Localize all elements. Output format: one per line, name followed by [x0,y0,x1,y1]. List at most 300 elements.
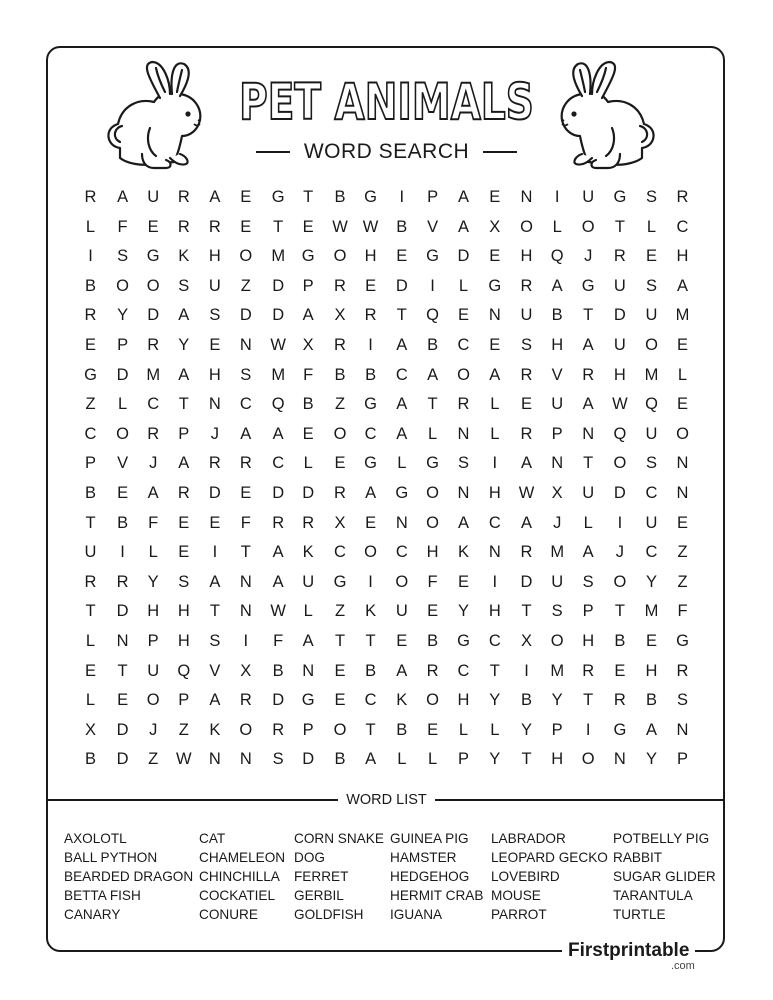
grid-letter: R [177,188,190,206]
grid-letter: T [396,306,407,325]
grid-letter: R [239,691,252,710]
grid-letter: I [399,188,405,206]
grid-letter: N [302,661,315,680]
word-list-column [199,829,285,924]
grid-letter: P [676,750,688,769]
grid-letter: W [332,217,348,236]
grid-letter: D [239,306,252,325]
grid-letter: G [333,572,347,591]
grid-letter: A [457,217,469,236]
grid-letter: J [210,424,220,443]
grid-letter: O [333,720,347,739]
grid-letter: A [582,336,594,354]
grid-letter: X [334,513,346,532]
grid-letter: R [613,247,626,266]
word-list-item: AXOLOTL [64,831,127,846]
grid-letter: L [397,454,407,473]
grid-letter: N [582,424,595,443]
grid-letter: C [147,395,160,414]
grid-letter: S [582,572,594,591]
grid-letter: G [488,276,502,295]
grid-letter: O [581,750,595,769]
grid-letter: R [208,217,221,236]
grid-letter: P [582,602,594,621]
grid-letter: R [302,513,315,532]
grid-letter: E [457,572,469,591]
subtitle-row [0,140,773,164]
grid-letter: D [208,484,221,502]
grid-letter: P [178,424,190,443]
grid-letter: H [177,602,190,621]
grid-letter: G [301,691,315,710]
grid-letter: F [677,602,688,621]
grid-letter: H [457,691,470,710]
grid-letter: P [147,632,159,650]
grid-letter: D [520,572,533,591]
grid-letter: Y [457,602,469,621]
grid-letter: O [457,365,470,384]
grid-letter: R [334,276,346,295]
grid-letter: P [551,720,563,739]
grid-letter: X [302,336,314,354]
grid-letter: N [239,572,252,591]
grid-letter: N [551,454,564,473]
grid-letter: B [272,661,284,680]
grid-letter: D [272,484,285,502]
grid-letter: Y [178,336,190,354]
grid-letter: P [551,424,563,443]
grid-letter: E [396,632,408,650]
grid-letter: E [240,188,252,206]
grid-letter: E [209,513,221,532]
grid-letter: D [457,247,470,266]
word-list-item: LOVEBIRD [491,869,560,884]
grid-letter: L [490,720,500,739]
word-list-item: IGUANA [390,907,443,922]
grid-letter: U [645,306,658,325]
word-list-item: CHAMELEON [199,850,286,865]
grid-letter: A [209,691,221,710]
grid-letter: E [302,424,314,443]
grid-letter: E [520,395,532,414]
grid-letter: R [676,661,689,680]
grid-letter: Z [148,750,159,769]
word-list-item: CANARY [64,907,121,922]
grid-letter: T [365,632,376,650]
grid-letter: Y [147,572,159,591]
grid-letter: E [334,661,346,680]
grid-letter: L [552,217,562,236]
grid-letter: U [582,188,595,206]
grid-letter: N [208,750,221,769]
grid-letter: T [117,661,128,680]
grid-letter: O [676,424,689,443]
grid-letter: U [613,336,626,354]
grid-letter: F [148,513,159,532]
grid-letter: T [365,720,376,739]
grid-letter: E [489,247,501,266]
grid-letter: Y [117,306,129,325]
grid-letter: L [583,513,593,532]
grid-letter: T [427,395,438,414]
grid-letter: I [492,572,498,591]
grid-letter: A [147,484,159,502]
grid-letter: R [613,691,626,710]
grid-letter: J [584,247,593,266]
grid-letter: S [272,750,284,769]
grid-letter: E [396,247,408,266]
word-list-item: HAMSTER [390,850,457,865]
grid-letter: U [395,602,408,621]
grid-letter: L [148,543,158,562]
grid-letter: Q [271,395,285,414]
grid-letter: L [428,750,438,769]
grid-letter: U [613,276,626,295]
grid-letter: B [84,750,96,769]
grid-letter: X [551,484,563,502]
grid-letter: I [212,543,218,562]
grid-letter: L [85,632,96,650]
word-list-item: TURTLE [613,907,666,922]
grid-letter: X [520,632,532,650]
grid-letter: B [427,632,439,650]
grid-letter: L [428,424,438,443]
grid-letter: U [302,572,315,591]
grid-letter: T [85,513,96,532]
grid-letter: T [614,602,625,621]
grid-letter: U [520,306,533,325]
grid-letter: A [551,276,563,295]
grid-letter: F [427,572,438,591]
grid-letter: W [518,484,535,502]
grid-letter: G [613,720,627,739]
grid-letter: D [116,720,129,739]
word-list-item: COCKATIEL [199,888,276,903]
grid-letter: G [395,484,409,502]
grid-letter: H [613,365,626,384]
grid-letter: M [644,365,659,384]
grid-letter: D [147,306,160,325]
grid-letter: D [116,365,129,384]
grid-letter: Q [645,395,658,414]
grid-letter: R [84,572,97,591]
grid-letter: R [676,188,689,206]
grid-letter: K [302,543,314,562]
grid-letter: B [84,484,96,502]
word-list-item: BALL PYTHON [64,850,158,865]
grid-letter: E [334,691,346,710]
grid-letter: R [272,513,285,532]
grid-letter: N [520,188,533,206]
grid-letter: Z [85,395,96,414]
grid-letter: N [676,720,689,739]
grid-letter: E [645,632,657,650]
grid-letter: R [520,365,533,384]
grid-letter: D [272,691,285,710]
grid-letter: X [84,720,96,739]
grid-letter: G [84,365,97,384]
word-list-column [491,829,608,924]
grid-letter: S [178,276,190,295]
grid-letter: C [457,661,470,680]
grid-letter: P [457,750,469,769]
grid-letter: A [396,661,408,680]
grid-letter: E [84,336,96,354]
grid-letter: E [489,188,501,206]
grid-letter: O [239,720,253,739]
grid-letter: D [395,276,408,295]
grid-letter: B [334,188,346,206]
grid-letter: Y [489,691,501,710]
grid-letter: B [365,365,377,384]
grid-letter: S [209,306,221,325]
grid-letter: I [88,247,93,266]
grid-letter: W [270,336,286,354]
grid-letter: R [457,395,470,414]
grid-letter: E [147,217,159,236]
grid-letter: M [271,365,286,384]
grid-letter: D [302,484,315,502]
grid-letter: N [239,602,252,621]
grid-letter: C [457,336,470,354]
grid-letter: L [677,365,688,384]
grid-letter: A [489,365,501,384]
grid-letter: G [676,632,689,650]
grid-letter: H [488,602,501,621]
grid-letter: P [84,454,96,473]
grid-letter: C [488,513,501,532]
grid-letter: L [646,217,657,236]
grid-letter: C [364,691,377,710]
grid-letter: T [178,395,189,414]
grid-letter: C [272,454,285,473]
grid-letter: I [554,188,560,206]
grid-letter: O [426,513,440,532]
grid-letter: Q [550,247,564,266]
grid-letter: G [426,454,440,473]
grid-letter: C [84,424,97,443]
grid-letter: B [614,632,626,650]
grid-letter: B [427,336,439,354]
grid-letter: U [551,572,564,591]
grid-letter: O [426,484,440,502]
grid-letter: Z [240,276,251,295]
grid-letter: B [396,720,408,739]
grid-letter: N [676,454,689,473]
grid-letter: U [551,395,564,414]
grid-letter: R [177,484,190,502]
grid-letter: G [271,188,285,206]
grid-letter: B [334,750,346,769]
grid-letter: E [302,217,314,236]
word-list-item: GOLDFISH [294,907,364,922]
grid-letter: I [492,454,498,473]
word-list-item: LEOPARD GECKO [491,850,608,865]
grid-letter: C [645,484,658,502]
grid-letter: N [457,484,470,502]
letter-grid [74,183,698,777]
grid-letter: H [676,247,689,266]
grid-letter: R [177,217,190,236]
grid-letter: K [457,543,469,562]
grid-letter: O [146,276,160,295]
grid-letter: D [613,306,626,325]
word-list-column [390,829,483,924]
grid-letter: D [116,602,129,621]
grid-letter: X [334,306,346,325]
grid-letter: P [302,720,314,739]
grid-letter: T [614,217,625,236]
grid-letter: I [120,543,125,562]
grid-letter: U [645,513,658,532]
grid-letter: T [334,632,346,650]
grid-letter: S [645,276,657,295]
grid-letter: O [333,424,347,443]
grid-letter: U [208,276,221,295]
grid-letter: G [426,247,440,266]
grid-letter: R [84,306,97,325]
grid-letter: R [520,276,533,295]
grid-letter: R [147,336,160,354]
grid-letter: R [272,720,285,739]
grid-letter: C [334,543,346,562]
grid-letter: L [397,750,407,769]
grid-letter: J [149,720,158,739]
grid-letter: Q [177,661,191,680]
grid-letter: A [396,395,408,414]
grid-letter: N [457,424,470,443]
grid-letter: N [613,750,626,769]
grid-letter: H [147,602,160,621]
grid-letter: U [645,424,658,443]
grid-letter: H [208,365,221,384]
grid-letter: H [364,247,377,266]
grid-letter: S [457,454,469,473]
grid-letter: V [427,217,439,236]
grid-letter: A [272,572,284,591]
grid-letter: A [302,632,314,650]
grid-letter: L [118,395,128,414]
grid-letter: A [117,188,129,206]
grid-letter: P [302,276,314,295]
grid-letter: N [488,543,501,562]
grid-letter: B [520,691,532,710]
grid-letter: S [240,365,252,384]
grid-letter: O [116,276,130,295]
grid-letter: N [116,632,129,650]
grid-letter: E [676,513,688,532]
word-list-item: CHINCHILLA [199,869,280,884]
grid-letter: H [582,632,595,650]
grid-letter: T [85,602,96,621]
grid-letter: C [395,543,408,562]
grid-letter: V [209,661,221,680]
grid-letter: E [334,454,346,473]
grid-letter: E [117,691,129,710]
grid-letter: K [209,720,221,739]
word-list-item: POTBELLY PIG [613,831,710,846]
grid-letter: O [613,572,627,591]
grid-letter: W [362,217,379,236]
grid-letter: L [303,454,313,473]
grid-letter: H [551,750,564,769]
grid-letter: X [489,217,501,236]
grid-letter: J [615,543,625,562]
grid-letter: K [396,691,408,710]
grid-letter: W [176,750,192,769]
grid-letter: A [645,720,657,739]
grid-letter: S [178,572,190,591]
grid-letter: A [209,188,221,206]
grid-letter: P [178,691,190,710]
grid-letter: Q [613,424,627,443]
word-list-item: SUGAR GLIDER [613,869,716,884]
grid-letter: E [427,720,439,739]
grid-letter: E [84,661,96,680]
grid-letter: R [520,543,533,562]
grid-letter: A [272,424,284,443]
grid-letter: T [489,661,500,680]
grid-letter: D [272,276,285,295]
grid-letter: E [178,513,190,532]
word-list-item: HEDGEHOG [390,869,470,884]
grid-letter: S [645,454,657,473]
grid-letter: X [240,661,252,680]
grid-letter: A [365,750,377,769]
grid-letter: M [644,602,659,621]
grid-letter: E [117,484,129,502]
grid-letter: R [334,484,346,502]
grid-letter: Z [334,602,346,621]
grid-letter: S [645,188,657,206]
grid-letter: O [613,454,627,473]
grid-letter: F [303,365,314,384]
page-title: PET ANIMALS [239,73,534,131]
grid-letter: B [84,276,96,295]
grid-letter: A [396,336,408,354]
grid-letter: E [676,336,688,354]
grid-letter: I [617,513,623,532]
grid-letter: E [240,217,252,236]
grid-letter: Y [489,750,501,769]
word-list-item: LABRADOR [491,831,566,846]
grid-letter: O [146,691,160,710]
grid-letter: K [365,602,377,621]
grid-letter: T [521,602,532,621]
grid-letter: W [270,602,286,621]
grid-letter: O [426,691,440,710]
grid-letter: A [240,424,252,443]
grid-letter: A [396,424,408,443]
grid-letter: A [178,306,190,325]
word-list-item: DOG [294,850,325,865]
grid-letter: S [520,336,532,354]
grid-letter: A [302,306,314,325]
grid-letter: T [209,602,220,621]
grid-letter: J [149,454,158,473]
grid-letter: O [550,632,564,650]
grid-letter: A [178,365,190,384]
grid-letter: N [239,336,252,354]
grid-letter: O [395,572,409,591]
grid-letter: D [272,306,285,325]
grid-letter: A [520,454,532,473]
word-list-item: BEARDED DRAGON [64,869,194,884]
grid-letter: A [457,513,469,532]
grid-letter: S [117,247,129,266]
grid-letter: E [365,513,377,532]
grid-letter: T [583,691,594,710]
